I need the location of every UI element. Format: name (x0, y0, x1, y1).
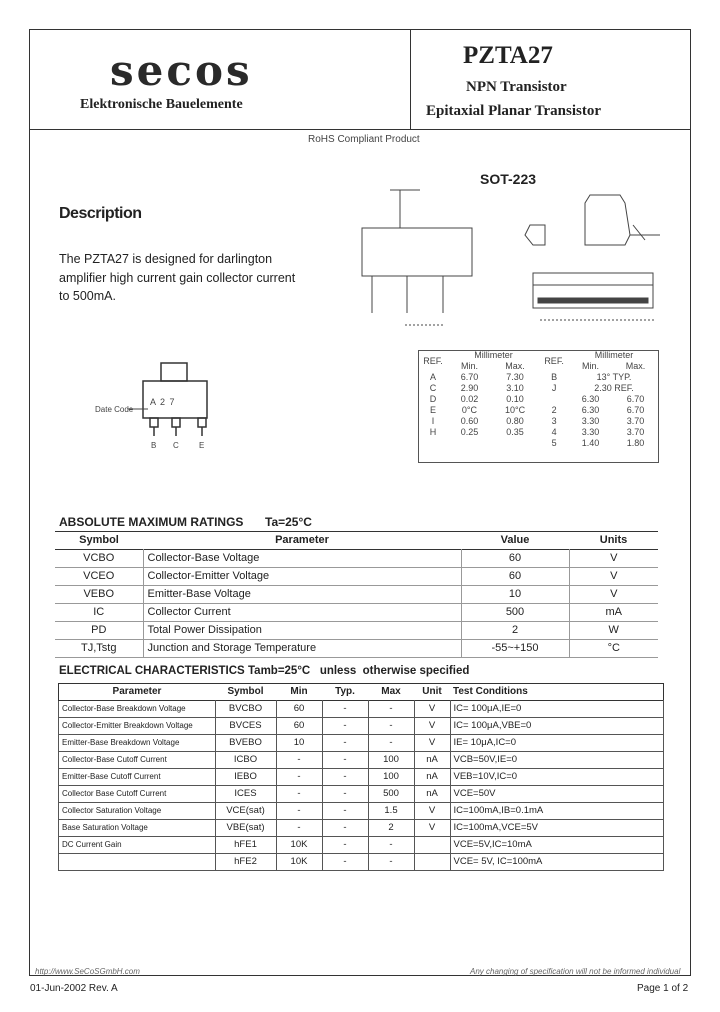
amr-value: 60 (461, 568, 569, 586)
ec-max: - (368, 837, 414, 854)
dim-cell: 6.70 (626, 394, 645, 404)
ec-typ: - (322, 854, 368, 871)
ec-max: 2 (368, 820, 414, 837)
ec-row (59, 701, 664, 718)
amr-unit: V (610, 588, 618, 600)
ec-h-symbol: Symbol (227, 686, 264, 697)
dim-cell (491, 438, 539, 449)
ec-h-parameter: Parameter (112, 686, 162, 697)
dim-cell: 0.80 (506, 416, 524, 426)
ec-row (59, 854, 664, 871)
ec-symbol: VCE(sat) (215, 803, 276, 820)
ec-typ: - (322, 803, 368, 820)
ec-min: - (276, 769, 322, 786)
ec-unit: V (414, 820, 450, 837)
ec-title: ELECTRICAL CHARACTERISTICS (59, 665, 245, 677)
ec-test: IC=100mA,VCE=5V (450, 820, 664, 837)
ec-unit: nA (414, 752, 450, 769)
dim-row (418, 394, 659, 405)
dim-cell: 2.30 REF. (594, 383, 634, 393)
amr-parameter: Collector Current (143, 604, 461, 622)
ec-test: IC= 100μA,VBE=0 (450, 718, 664, 735)
ec-symbol: hFE2 (215, 854, 276, 871)
dim-cell: 6.30 (581, 394, 600, 404)
amr-unit: V (610, 570, 618, 582)
ec-max: 500 (368, 786, 414, 803)
amr-parameter: Junction and Storage Temperature (143, 640, 461, 658)
pin-label-e: E (199, 441, 205, 450)
ec-parameter: Collector Base Cutoff Current (59, 786, 216, 803)
amr-row (55, 568, 658, 586)
dim-cell: 0.60 (460, 416, 479, 426)
ec-max: - (368, 718, 414, 735)
dim-cell: H (429, 427, 437, 437)
description-text: The PZTA27 is designed for darlington amplifier high current gain collector current to 500mA. (59, 252, 296, 303)
amr-parameter: Collector-Emitter Voltage (143, 568, 461, 586)
dim-cell: J (551, 383, 557, 393)
ec-parameter: Base Saturation Voltage (59, 820, 216, 837)
dim-cell: 3.30 (581, 427, 600, 437)
ec-unit: V (414, 735, 450, 752)
dim-h-mm: Millimeter (474, 350, 513, 360)
dim-cell: 0°C (461, 405, 478, 415)
pin-label-c: C (173, 441, 179, 450)
dim-cell: B (551, 372, 558, 382)
amr-symbol: PD (55, 622, 143, 640)
package-name: SOT-223 (480, 171, 537, 187)
ec-h-unit: Unit (422, 686, 442, 697)
ec-max: - (368, 701, 414, 718)
dim-row (418, 372, 659, 383)
part-number: PZTA27 (463, 42, 553, 69)
dim-cell: 5 (551, 438, 557, 448)
ec-symbol: IEBO (215, 769, 276, 786)
dim-cell: 13° TYP. (596, 372, 632, 382)
ec-typ: - (322, 837, 368, 854)
ec-max: 1.5 (368, 803, 414, 820)
ec-unit (414, 854, 450, 871)
ec-max: - (368, 735, 414, 752)
ec-max: - (368, 854, 414, 871)
ec-unit: V (414, 718, 450, 735)
date-code-pointer (128, 406, 150, 412)
rohs-note: RoHS Compliant Product (308, 134, 420, 145)
dim-row (418, 427, 659, 438)
ec-typ: - (322, 701, 368, 718)
ec-min: 10K (276, 854, 322, 871)
ec-row (59, 718, 664, 735)
ec-h-test: Test Conditions (453, 686, 528, 697)
amr-condition: Ta=25°C (265, 515, 312, 529)
amr-parameter: Total Power Dissipation (143, 622, 461, 640)
brand-logo: secos (110, 46, 253, 95)
amr-h-symbol: Symbol (79, 534, 119, 546)
amr-symbol: IC (55, 604, 143, 622)
ec-typ: - (322, 769, 368, 786)
amr-row (55, 640, 658, 658)
dim-row (418, 438, 659, 449)
ec-parameter: Emitter-Base Cutoff Current (59, 769, 216, 786)
dim-cell: 2 (551, 405, 557, 415)
dim-cell: 4 (551, 427, 557, 437)
ec-unit: nA (414, 786, 450, 803)
dim-cell (539, 394, 569, 405)
ec-test: IC=100mA,IB=0.1mA (450, 803, 664, 820)
ec-min: - (276, 786, 322, 803)
amr-symbol: VCBO (55, 550, 143, 568)
ec-test: IE= 10μA,IC=0 (450, 735, 664, 752)
ec-parameter: Emitter-Base Breakdown Voltage (59, 735, 216, 752)
ec-typ: - (322, 735, 368, 752)
dim-h-min: Min. (460, 361, 478, 371)
dim-cell: 3 (551, 416, 557, 426)
device-type: NPN Transistor (466, 79, 567, 95)
ec-unit: nA (414, 769, 450, 786)
ec-h-min: Min (290, 686, 308, 697)
dim-cell: 3.30 (581, 416, 600, 426)
dim-cell (418, 438, 448, 449)
amr-unit: °C (607, 642, 620, 654)
amr-h-value: Value (500, 534, 530, 546)
ec-parameter: Collector Saturation Voltage (59, 803, 216, 820)
ec-typ: - (322, 820, 368, 837)
dim-h-min2: Min. (582, 361, 600, 371)
amr-symbol: TJ,Tstg (55, 640, 143, 658)
ec-typ: - (322, 718, 368, 735)
ec-test: IC= 100μA,IE=0 (450, 701, 664, 718)
ec-row (59, 769, 664, 786)
ec-min: 60 (276, 718, 322, 735)
dimension-table (418, 350, 659, 449)
ec-h-max: Max (381, 686, 401, 697)
dim-row (418, 405, 659, 416)
ec-parameter (59, 854, 216, 871)
dim-cell: 1.40 (581, 438, 600, 448)
dim-cell: 0.35 (506, 427, 524, 437)
brand-subtitle: Elektronische Bauelemente (80, 97, 243, 112)
ec-typ: - (322, 752, 368, 769)
amr-value: 500 (461, 604, 569, 622)
ec-typ: - (322, 786, 368, 803)
dim-h-mm2: Millimeter (594, 350, 634, 360)
ec-symbol: VBE(sat) (215, 820, 276, 837)
description-title: Description (59, 205, 142, 222)
dim-cell: 0.02 (460, 394, 479, 404)
ec-symbol: ICBO (215, 752, 276, 769)
ec-symbol: hFE1 (215, 837, 276, 854)
ec-min: - (276, 752, 322, 769)
dim-cell: 3.70 (626, 416, 645, 426)
marking-code: A 2 7 (150, 397, 176, 407)
ec-unit (414, 837, 450, 854)
ec-min: - (276, 803, 322, 820)
dim-h-max: Max. (505, 361, 525, 371)
amr-row (55, 604, 658, 622)
dim-h-ref: REF. (423, 355, 443, 366)
amr-value: 60 (461, 550, 569, 568)
ec-parameter: Collector-Base Cutoff Current (59, 752, 216, 769)
dim-cell: E (429, 405, 436, 415)
footer-url[interactable]: http://www.SeCoSGmbH.com (35, 967, 140, 976)
dim-h-ref2: REF. (544, 355, 564, 366)
ec-test: VCE= 5V, IC=100mA (450, 854, 664, 871)
ec-min: 60 (276, 701, 322, 718)
dim-row (418, 383, 659, 394)
ec-row (59, 735, 664, 752)
ec-condition: Tamb=25°C unless otherwise specified (248, 665, 470, 677)
amr-unit: mA (605, 606, 622, 618)
header-vdivider (410, 29, 411, 129)
dim-cell: 6.30 (581, 405, 600, 415)
amr-value: 2 (461, 622, 569, 640)
dim-cell: 0.10 (506, 394, 524, 404)
dim-cell: 0.25 (460, 427, 479, 437)
amr-row (55, 622, 658, 640)
ec-parameter: Collector-Base Breakdown Voltage (59, 701, 216, 718)
dim-cell: 3.70 (626, 427, 645, 437)
ec-unit: V (414, 701, 450, 718)
ec-min: - (276, 820, 322, 837)
package-outline-drawing (355, 185, 675, 335)
dim-cell: 7.30 (506, 372, 524, 382)
amr-title: ABSOLUTE MAXIMUM RATINGS (59, 515, 244, 529)
ec-row (59, 803, 664, 820)
ec-test: VCB=50V,IE=0 (450, 752, 664, 769)
page-number: Page 1 of 2 (637, 983, 689, 994)
dim-cell: 2.90 (460, 383, 479, 393)
amr-value: 10 (461, 586, 569, 604)
amr-h-parameter: Parameter (275, 534, 329, 546)
dim-row (418, 416, 659, 427)
ec-row (59, 820, 664, 837)
dim-cell: C (429, 383, 437, 393)
ec-symbol: BVCES (215, 718, 276, 735)
ec-row (59, 786, 664, 803)
ec-symbol: BVEBO (215, 735, 276, 752)
ec-min: 10 (276, 735, 322, 752)
dim-cell: D (429, 394, 437, 404)
dim-cell: 10°C (504, 405, 526, 415)
dim-cell (448, 438, 491, 449)
revision-date: 01-Jun-2002 Rev. A (30, 983, 118, 994)
amr-row (55, 550, 658, 568)
ec-symbol: ICES (215, 786, 276, 803)
amr-parameter: Collector-Base Voltage (143, 550, 461, 568)
ec-test: VCE=5V,IC=10mA (450, 837, 664, 854)
amr-value: -55~+150 (461, 640, 569, 658)
pin-label-b: B (151, 441, 157, 450)
dim-cell: 6.70 (626, 405, 645, 415)
dim-cell: 6.70 (460, 372, 479, 382)
dim-cell: A (429, 372, 436, 382)
ec-symbol: BVCBO (215, 701, 276, 718)
ec-max: 100 (368, 769, 414, 786)
ec-row (59, 752, 664, 769)
ec-h-typ: Typ. (335, 686, 355, 697)
header-divider (29, 129, 691, 130)
ec-test: VEB=10V,IC=0 (450, 769, 664, 786)
dim-cell: 3.10 (506, 383, 524, 393)
footer-notice: Any changing of specification will not be informed individual (470, 967, 681, 976)
dim-h-max2: Max. (625, 361, 646, 371)
ec-parameter: DC Current Gain (59, 837, 216, 854)
amr-row (55, 586, 658, 604)
amr-parameter: Emitter-Base Voltage (143, 586, 461, 604)
device-technology: Epitaxial Planar Transistor (426, 103, 602, 119)
ec-row (59, 837, 664, 854)
amr-symbol: VCEO (55, 568, 143, 586)
dim-cell: I (431, 416, 435, 426)
amr-h-units: Units (599, 534, 628, 546)
ec-min: 10K (276, 837, 322, 854)
ec-test: VCE=50V (450, 786, 664, 803)
amr-symbol: VEBO (55, 586, 143, 604)
amr-table (55, 531, 658, 658)
dim-cell: 1.80 (626, 438, 645, 448)
ec-max: 100 (368, 752, 414, 769)
ec-parameter: Collector-Emitter Breakdown Voltage (59, 718, 216, 735)
ec-unit: V (414, 803, 450, 820)
ec-table (58, 683, 664, 871)
date-code-label: Date Code (95, 405, 134, 414)
amr-unit: W (608, 624, 619, 636)
amr-unit: V (610, 552, 618, 564)
